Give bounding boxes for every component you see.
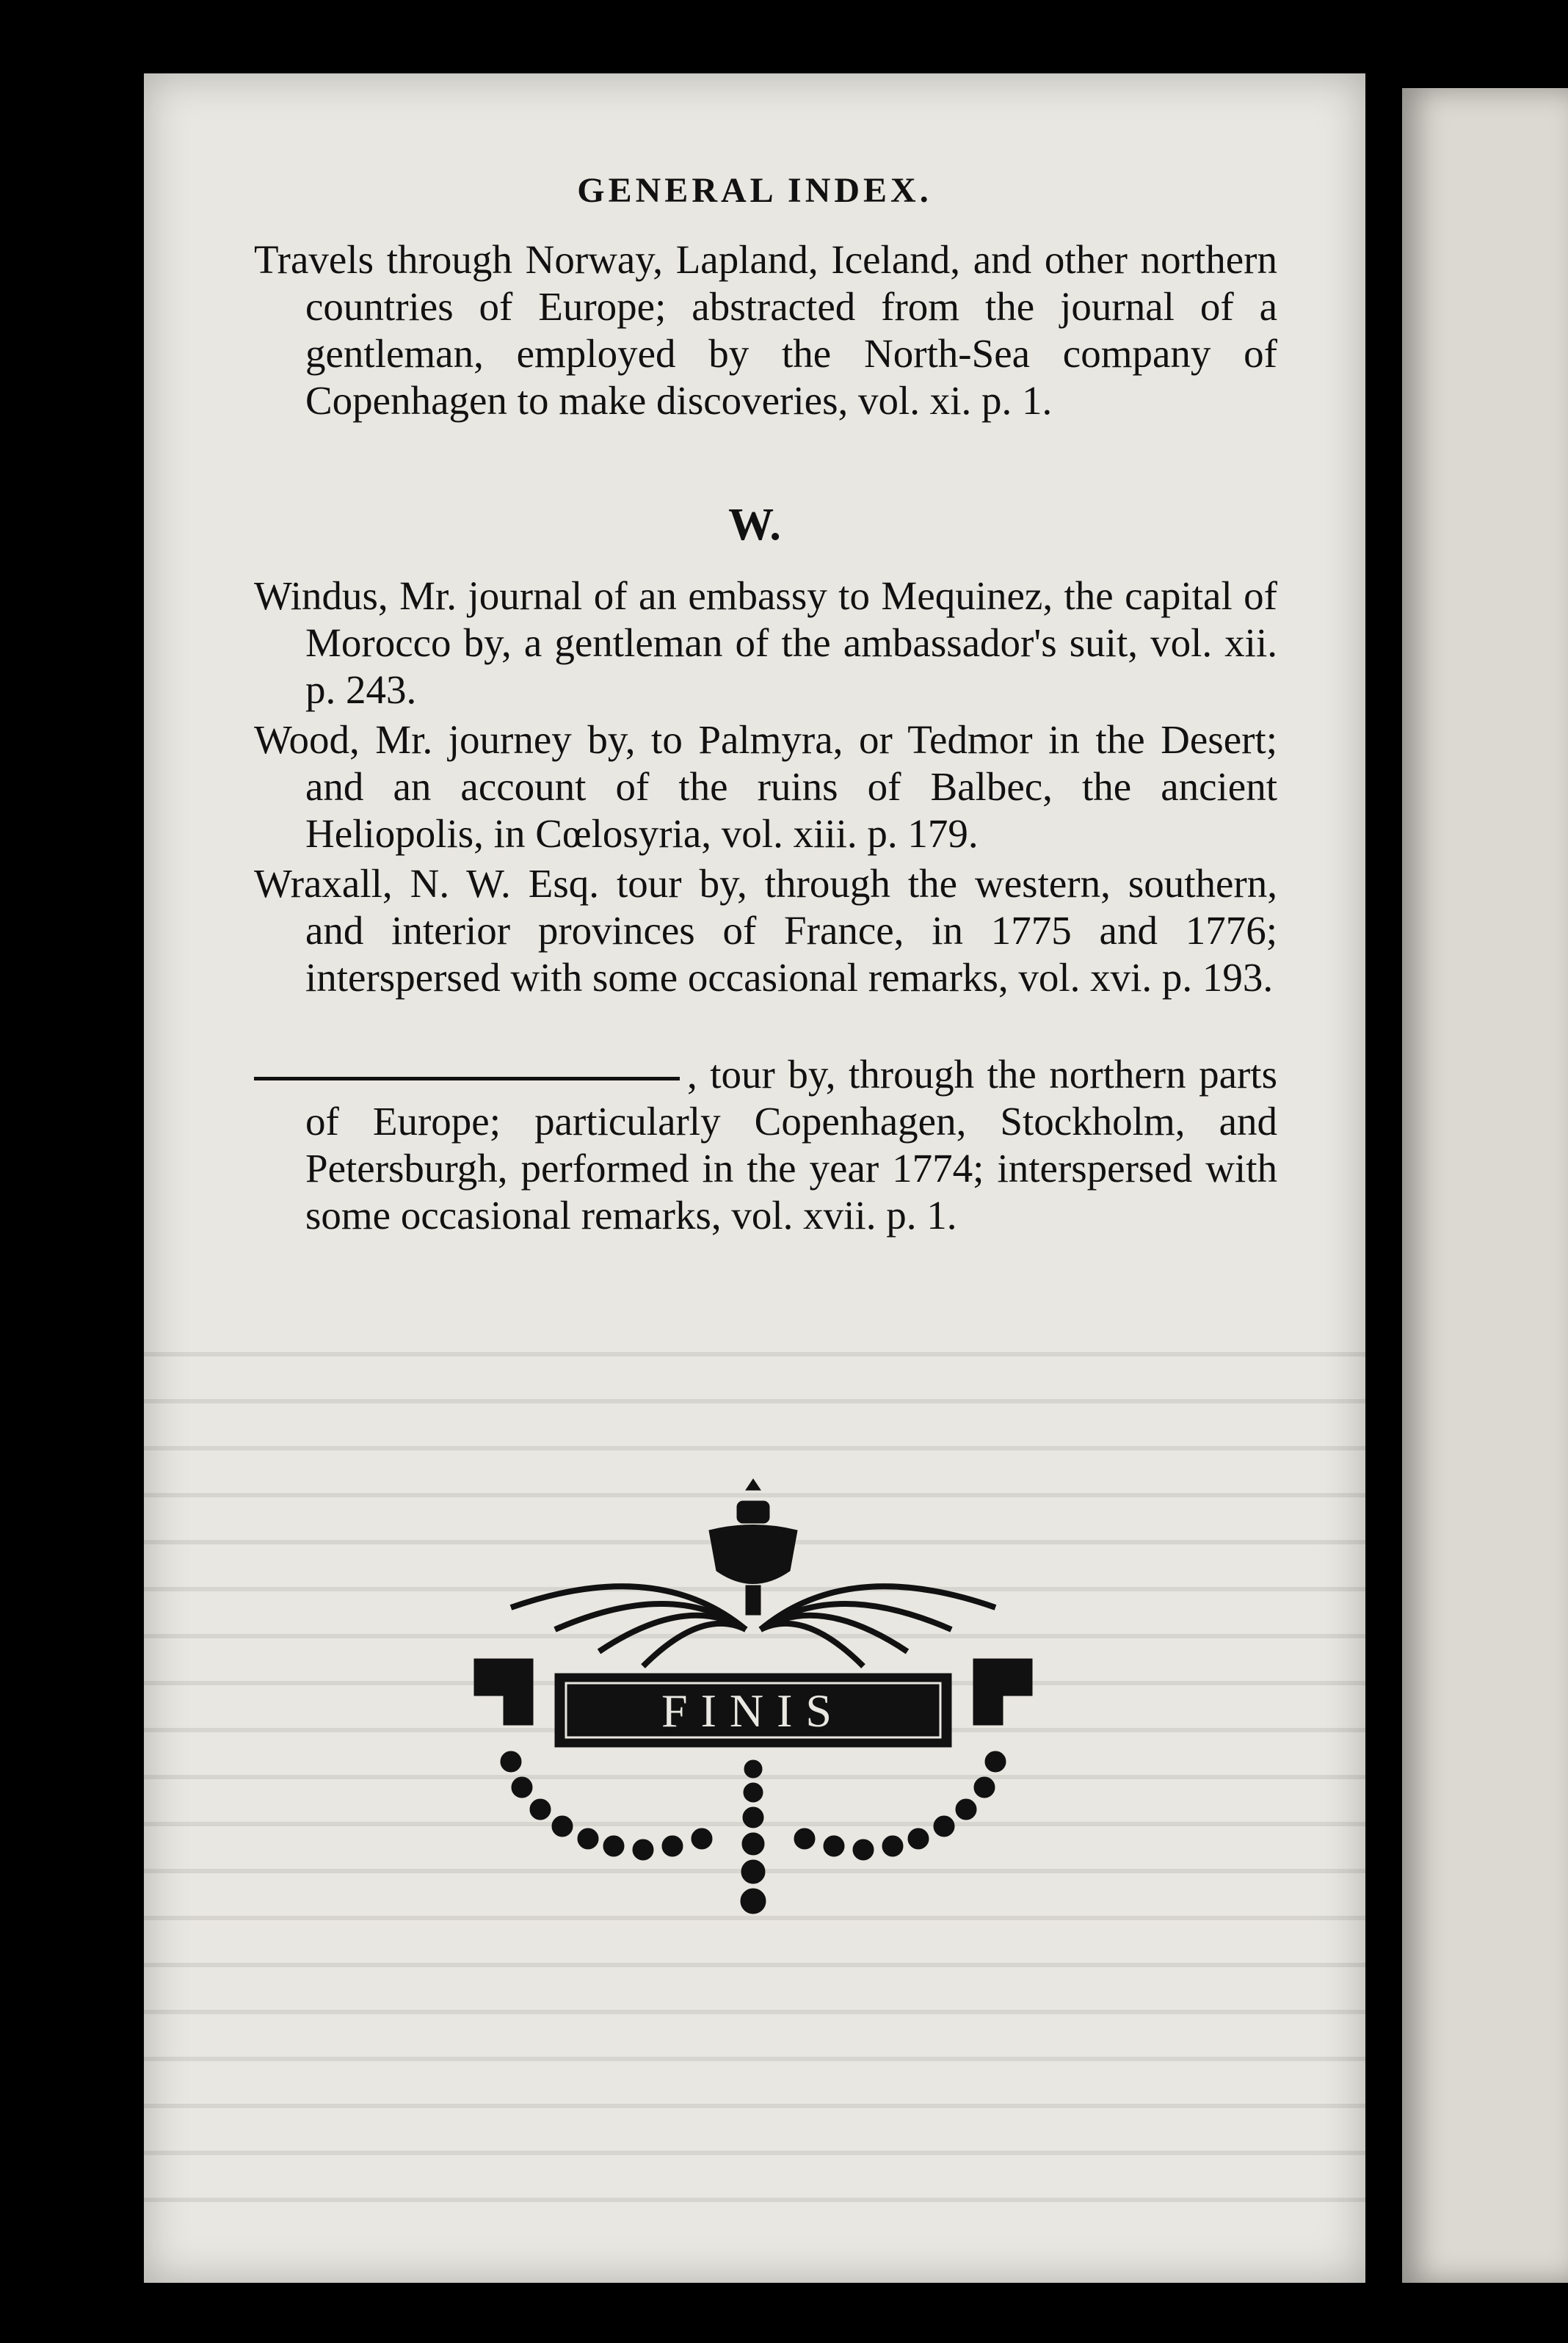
urn-lid xyxy=(737,1501,769,1523)
urn-finial xyxy=(746,1479,761,1490)
center-pendant xyxy=(741,1760,766,1914)
left-fronds xyxy=(511,1586,746,1666)
right-garland xyxy=(794,1751,1006,1860)
finis-ornament xyxy=(467,1475,1039,1930)
adjacent-page-edge xyxy=(1402,88,1568,2283)
index-entry-wraxall-second-text: , tour by, through the northern parts of Europe; particularly Copenhagen, Stockholm, and Petersburgh, performed in the year 1774; interspersed with some occasional remarks, vol. xvii. p. 1. xyxy=(305,1052,1277,1238)
right-fronds xyxy=(761,1586,995,1666)
right-scroll xyxy=(973,1659,1032,1725)
book-page xyxy=(144,73,1365,2283)
index-entry-travels: Travels through Norway, Lapland, Iceland, and other northern countries of Europe; abstracted from the journal of a gentleman, employed by the North-Sea company of Copenhagen to make discoveries, vol. xi. p. 1. xyxy=(254,237,1277,423)
index-entry-windus: Windus, Mr. journal of an embassy to Mequinez, the capital of Morocco by, a gentleman of the ambassador's suit, vol. xii. p. 243. xyxy=(254,573,1277,712)
left-garland xyxy=(501,1751,712,1860)
index-entry-wood: Wood, Mr. journey by, to Palmyra, or Tedmor in the Desert; and an account of the ruins of Balbec, the ancient Heliopolis, in Cœlosyria, vol. xiii. p. 179. xyxy=(254,717,1277,856)
left-scroll xyxy=(474,1659,533,1725)
index-entry-wraxall-second xyxy=(254,1051,1277,1239)
ditto-rule xyxy=(254,1077,680,1080)
finis-label: FINIS xyxy=(661,1685,846,1737)
urn-stem xyxy=(746,1585,761,1615)
section-letter: W. xyxy=(728,500,781,550)
urn-body xyxy=(709,1525,797,1584)
running-head: GENERAL INDEX. xyxy=(577,171,932,210)
index-entry-wraxall: Wraxall, N. W. Esq. tour by, through the western, southern, and interior provinces of France, in 1775 and 1776; interspersed with some occasional remarks, vol. xvi. p. 193. xyxy=(254,861,1277,1000)
